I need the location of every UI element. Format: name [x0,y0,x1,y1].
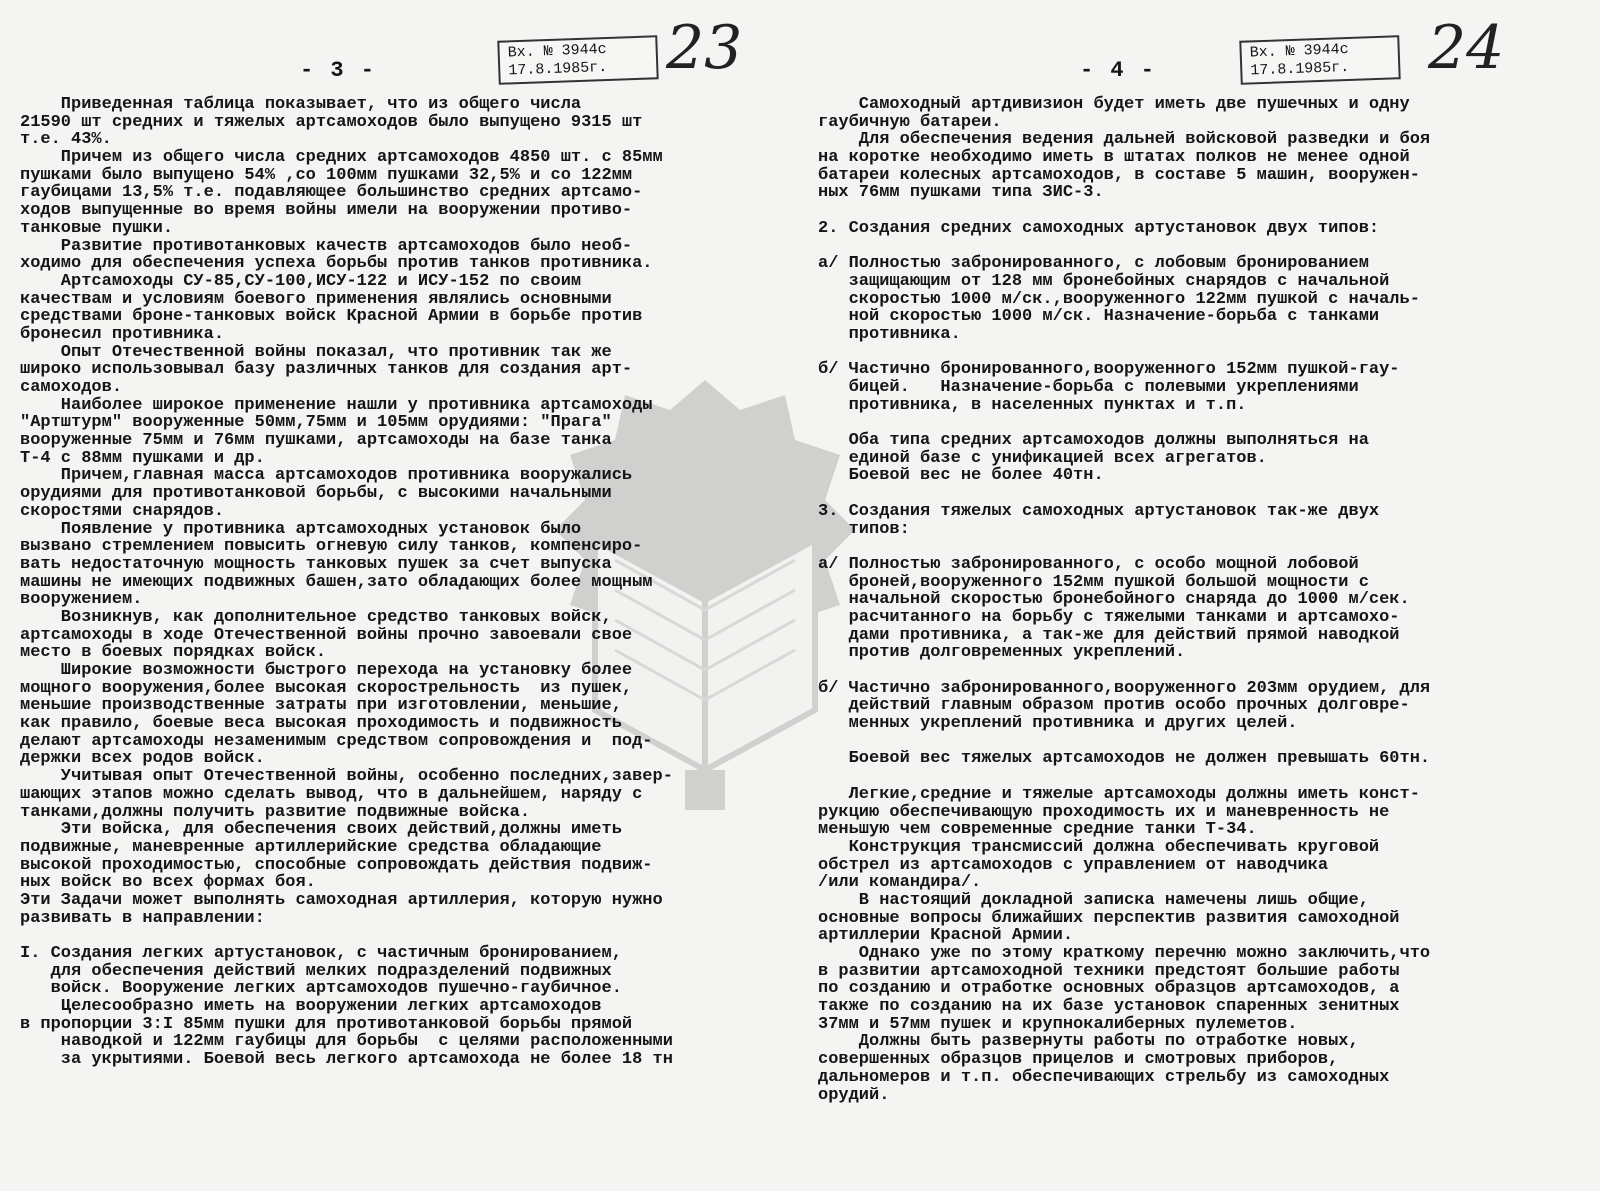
text-line: 37мм и 57мм пушек и крупнокалиберных пулеметов. [818,1014,1298,1034]
stamp-date: 17.8.1985г. [1250,58,1350,80]
text-line: Причем из общего числа средних артсамоходов 4850 шт. с 85мм [20,148,663,168]
text-line: против долговременных укреплений. [818,643,1186,663]
text-line: шающих этапов можно сделать вывод, что в дальнейшем, наряду с [20,784,643,804]
text-line [818,485,1588,503]
text-line: Должны быть развернуты работы по отработке новых, [818,1032,1359,1052]
text-line: 21590 шт средних и тяжелых артсамоходов было выпущено 9315 шт [20,112,643,132]
registration-stamp [1239,35,1400,85]
text-line: т.е. 43%. [20,130,112,150]
text-line [818,238,1588,256]
text-line: Развитие противотанковых качеств артсамоходов было необ- [20,236,633,256]
text-line: танковые пушки. [20,218,174,238]
text-line: ной скоростью 1000 м/ск. Назначение-борьба с танками [818,307,1380,327]
text-line: ных 76мм пушками типа ЗИС-3. [818,183,1104,203]
stamp-registration-number: Вх. № 3944с [1249,40,1349,62]
text-line: широко использовывал базу различных танков для создания арт- [20,360,633,380]
handwritten-sheet-number: 23 [666,13,743,83]
text-line [818,202,1588,220]
text-line: Эти войска, для обеспечения своих действий,должны иметь [20,820,622,840]
text-line: единой базе с унификацией всех агрегатов. [818,448,1267,468]
text-line: скоростью 1000 м/ск.,вооруженного 122мм пушкой с началь- [818,289,1420,309]
text-line: меньшие производственные затраты при изготовлении, меньшие, [20,696,622,716]
text-line: вызвано стремлением повысить огневую силу танков, компенсиро- [20,537,643,557]
text-line: Появление у противника артсамоходных установок было [20,519,582,539]
text-line: а/ Полностью забронированного, с особо мощной лобовой [818,554,1359,574]
text-line: место в боевых порядках войск. [20,643,327,663]
text-line: для обеспечения действий мелких подразделений подвижных [20,961,612,981]
text-line: держки всех родов войск. [20,749,265,769]
text-line: также по созданию на их базе установок спаренных зенитных [818,997,1400,1017]
text-line: дальномеров и т.п. обеспечивающих стрельбу из самоходных [818,1067,1390,1087]
text-line: действий главным образом против особо прочных долговре- [818,696,1410,716]
text-line: противника. [818,324,961,344]
text-line: как правило, боевые веса высокая проходимость и подвижность [20,714,622,734]
text-line: орудий. [818,1085,890,1105]
text-line: Конструкция трансмиссий должна обеспечивать круговой [818,837,1380,857]
text-line: гаубицами 13,5% т.е. подавляющее большинство средних артсамо- [20,183,643,203]
text-line: Наиболее широкое применение нашли у противника артсамоходы [20,395,653,415]
text-line: Для обеспечения ведения дальней войсковой разведки и боя [818,130,1431,150]
text-line: Самоходный артдивизион будет иметь две пушечных и одну [818,95,1410,114]
text-line [818,733,1588,751]
text-line: /или командира/. [818,873,982,893]
text-line [818,662,1588,680]
right-page [800,0,1600,1191]
text-line: а/ Полностью забронированного, с лобовым бронированием [818,254,1369,274]
text-line: вооруженные 75мм и 76мм пушками, артсамоходы на базе танка [20,431,612,451]
text-line: Артсамоходы СУ-85,СУ-100,ИСУ-122 и ИСУ-152 по своим [20,271,582,291]
text-line: подвижные, маневренные артиллерийские средства обладающие [20,837,602,857]
text-line: Оба типа средних артсамоходов должны выполняться на [818,431,1369,451]
typed-text-body [20,96,790,1069]
text-line: высокой проходимостью, способные сопровождать действия подвиж- [20,855,653,875]
registration-stamp [497,35,658,85]
handwritten-sheet-number: 24 [1428,13,1505,83]
text-line: орудиями для противотанковой борьбы, с высокими начальными [20,484,612,504]
stamp-registration-number: Вх. № 3944с [507,40,607,62]
text-line: бронесил противника. [20,324,225,344]
text-line: Широкие возможности быстрого перехода на установку более [20,661,633,680]
stamp-date: 17.8.1985г. [508,58,608,80]
text-line: Т-4 с 88мм пушками и др. [20,448,265,468]
text-line [818,344,1588,362]
text-line: Легкие,средние и тяжелые артсамоходы должны иметь конст- [818,784,1420,804]
text-line: за укрытиями. Боевой весь легкого артсамохода не более 18 тн [20,1050,673,1070]
text-line [818,414,1588,432]
text-line: ходимо для обеспечения успеха борьбы против танков противника. [20,254,653,274]
text-line: в развитии артсамоходной техники предстоят большие работы [818,961,1400,981]
text-line: Учитывая опыт Отечественной войны, особенно последних,завер- [20,767,673,787]
text-line: основные вопросы ближайших перспектив развития самоходной [818,908,1400,928]
text-line: самоходов. [20,378,123,397]
text-line: дами противника, а так-же для действий прямой наводкой [818,625,1400,645]
text-line: б/ Частично бронированного,вооруженного 152мм пушкой-гау- [818,360,1400,380]
text-line: рукцию обеспечивающую проходимость их и маневренность не [818,802,1390,822]
text-line: Боевой вес тяжелых артсамоходов не должен превышать 60тн. [818,749,1431,769]
text-line: 2. Создания средних самоходных артустановок двух типов: [818,218,1380,238]
text-line: пушками было выпущено 54% ,со 100мм пушками 32,5% и со 122мм [20,165,633,185]
text-line: ходов выпущенные во время войны имели на вооружении противо- [20,201,633,221]
text-line: машины не имеющих подвижных башен,зато обладающих более мощным [20,572,653,592]
text-line [818,538,1588,556]
text-line: танками,должны получить развитие подвижные войска. [20,802,531,822]
text-line: Опыт Отечественной войны показал, что противник так же [20,342,612,362]
text-line [818,768,1588,786]
text-line: вооружением. [20,590,143,610]
text-line: начальной скоростью бронебойного снаряда до 1000 м/сек. [818,590,1410,610]
text-line: мощного вооружения,более высокая скорострельность из пушек, [20,678,633,698]
text-line: броней,вооруженного 152мм пушкой большой мощности с [818,572,1369,592]
text-line: наводкой и 122мм гаубицы для борьбы с целями расположенными [20,1032,673,1052]
typed-text-body [818,96,1588,1104]
text-line: Однако уже по этому краткому перечню можно заключить,что [818,944,1431,963]
text-line: скоростями снарядов. [20,501,225,521]
text-line: типов: [818,519,910,539]
text-line: вать недостаточную мощность танковых пушек за счет выпуска [20,554,612,574]
text-line: В настоящий докладной записка намечены лишь общие, [818,890,1369,910]
text-line: ных войск во всех формах боя. [20,873,316,893]
text-line: Эти Задачи может выполнять самоходная артиллерия, которую нужно [20,890,663,910]
text-line: бицей. Назначение-борьба с полевыми укреплениями [818,378,1359,397]
text-line: противника, в населенных пунктах и т.п. [818,395,1247,415]
text-line: обстрел из артсамоходов с управлением от наводчика [818,855,1329,875]
text-line: войск. Вооружение легких артсамоходов пушечно-гаубичное. [20,979,622,999]
text-line: Приведенная таблица показывает, что из общего числа [20,95,582,114]
text-line: расчитанного на борьбу с тяжелыми танками и артсамохо- [818,607,1400,627]
text-line: меньшую чем современные средние танки Т-34. [818,820,1257,840]
text-line: гаубичную батареи. [818,112,1002,132]
text-line: батареи колесных артсамоходов, в составе 5 машин, вооружен- [818,165,1420,185]
text-line: делают артсамоходы незаменимым средством сопровождения и под- [20,731,653,751]
text-line: "Артштурм" вооруженные 50мм,75мм и 105мм орудиями: "Прага" [20,413,612,433]
text-line [20,927,790,945]
text-line: в пропорции 3:I 85мм пушки для противотанковой борьбы прямой [20,1014,633,1034]
text-line: артиллерии Красной Армии. [818,926,1074,946]
text-line: менных укреплений противника и других целей. [818,714,1298,734]
text-line: Причем,главная масса артсамоходов противника вооружались [20,466,633,486]
text-line: на коротке необходимо иметь в штатах полков не менее одной [818,148,1410,168]
text-line: артсамоходы в ходе Отечественной войны прочно завоевали свое [20,625,633,645]
text-line: совершенных образцов прицелов и смотровых приборов, [818,1050,1339,1070]
text-line: Целесообразно иметь на вооружении легких артсамоходов [20,997,602,1017]
page-number: - 3 - [300,58,377,83]
text-line: 3. Создания тяжелых самоходных артустановок так-же двух [818,501,1380,521]
page-number: - 4 - [1080,58,1157,83]
text-line: развивать в направлении: [20,908,265,928]
text-line: Возникнув, как дополнительное средство танковых войск, [20,607,612,627]
text-line: б/ Частично забронированного,вооруженного 203мм орудием, для [818,678,1431,698]
text-line: средствами броне-танковых войск Красной Армии в борьбе против [20,307,643,327]
text-line: качествам и условиям боевого применения являлись основными [20,289,612,309]
text-line: защищающим от 128 мм бронебойных снарядов с начальной [818,271,1390,291]
text-line: Боевой вес не более 40тн. [818,466,1104,486]
text-line: I. Создания легких артустановок, с частичным бронированием, [20,944,622,963]
text-line: по созданию и отработке основных образцов артсамоходов, а [818,979,1400,999]
